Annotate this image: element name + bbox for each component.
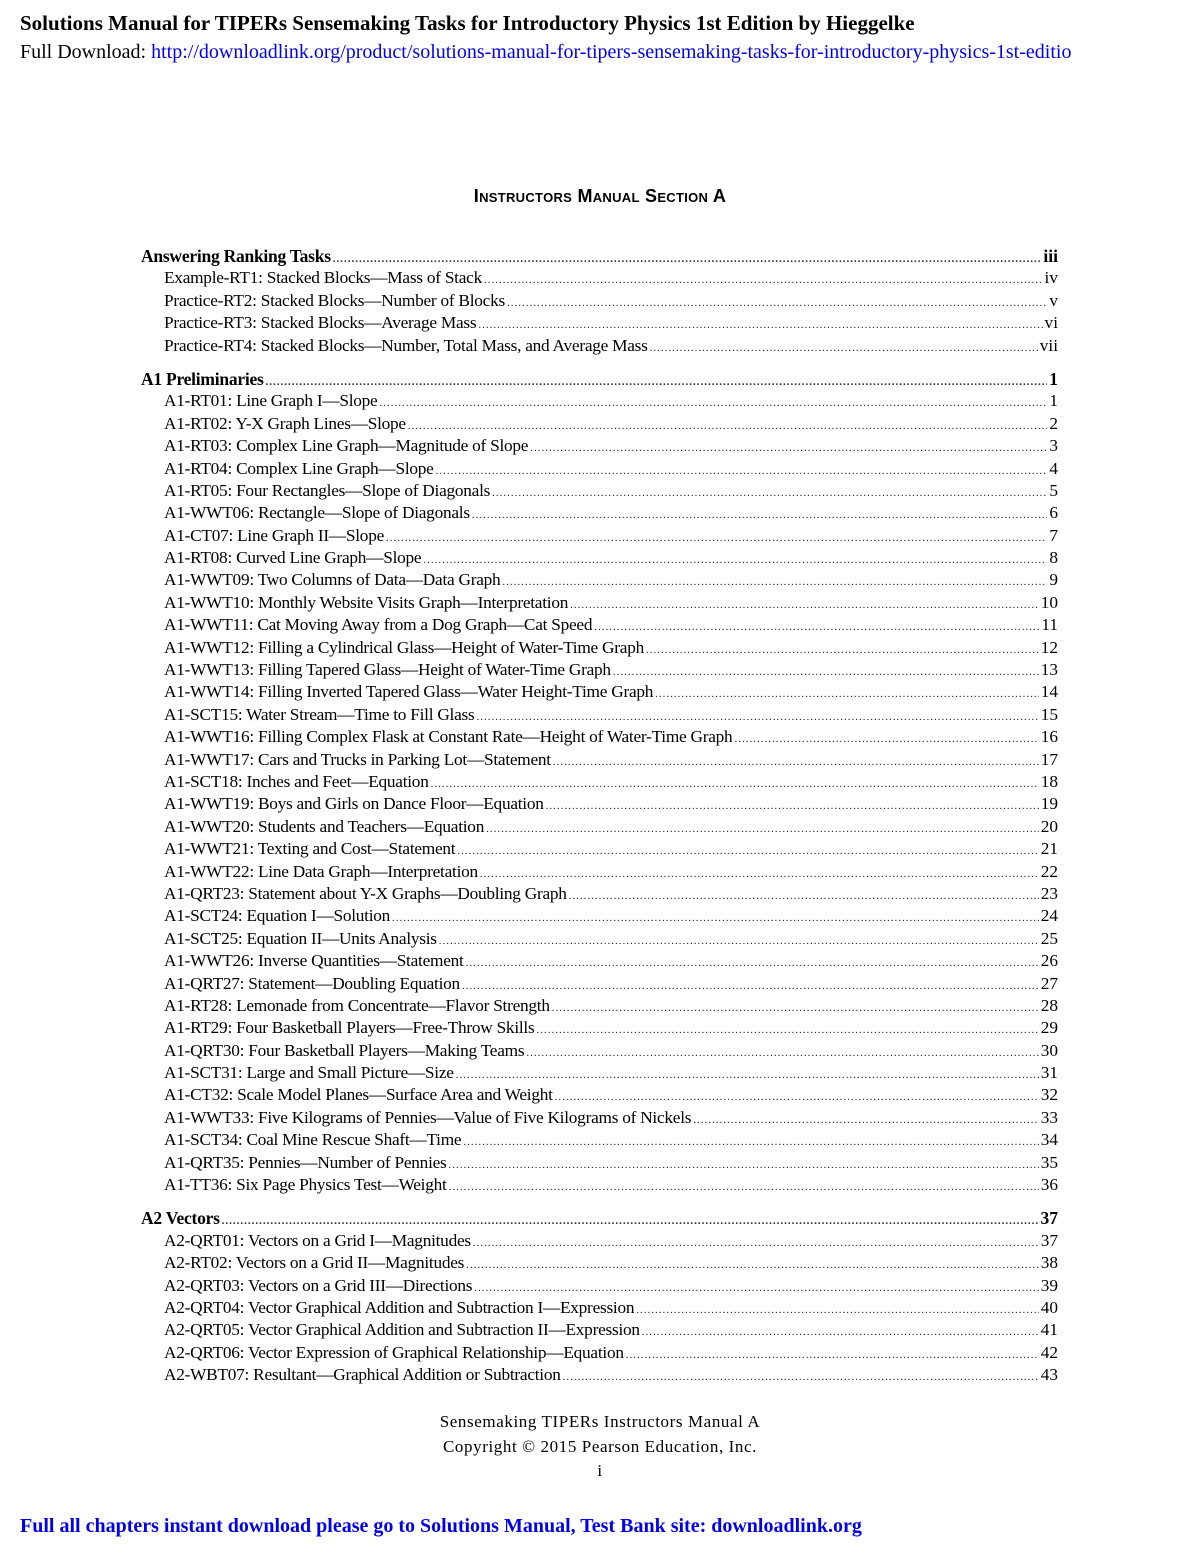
toc-entry[interactable] [141, 502, 1058, 524]
toc-page-number: 32 [1040, 1085, 1058, 1105]
toc-entry[interactable] [141, 1129, 1058, 1151]
toc-entry[interactable] [141, 390, 1058, 412]
dot-leader [449, 1176, 1039, 1198]
toc-entry-title: A2-QRT05: Vector Graphical Addition and Subtraction II—Expression [164, 1320, 640, 1340]
toc-page-number: 40 [1040, 1297, 1058, 1317]
page-footer [0, 1410, 1200, 1484]
toc-entry[interactable] [141, 525, 1058, 547]
toc-entry-title: A1-RT02: Y-X Graph Lines—Slope [164, 413, 406, 433]
dot-leader [546, 795, 1039, 817]
dot-leader [386, 527, 1047, 549]
dot-leader [563, 1366, 1039, 1388]
section-heading: Instructors Manual Section A [473, 186, 727, 206]
toc-page-number: 31 [1040, 1063, 1058, 1083]
toc-entry-title: A1-WWT14: Filling Inverted Tapered Glass—Water Height-Time Graph [164, 682, 654, 702]
toc-page-number: 18 [1040, 771, 1058, 791]
dot-leader [526, 1042, 1038, 1064]
toc-entry-title: A1-WWT10: Monthly Website Visits Graph—Interpretation [164, 592, 569, 612]
toc-page-number: 8 [1049, 548, 1058, 568]
toc-entry[interactable] [141, 335, 1058, 357]
toc-entry-title: A2-QRT06: Vector Expression of Graphical Relationship—Equation [164, 1342, 624, 1362]
dot-leader [536, 1019, 1038, 1041]
toc-section [141, 1207, 1058, 1386]
footer-copyright: Copyright © 2015 Pearson Education, Inc. [442, 1436, 758, 1456]
toc-section-heading[interactable] [141, 368, 1058, 390]
toc-entry[interactable] [141, 861, 1058, 883]
toc-entry[interactable] [141, 771, 1058, 793]
toc-entry-title: A1-QRT30: Four Basketball Players—Making Teams [164, 1040, 525, 1060]
toc-entry[interactable] [141, 413, 1058, 435]
dot-leader [642, 1321, 1039, 1343]
toc-entry-title: A1-WWT11: Cat Moving Away from a Dog Graph—Cat Speed [164, 615, 593, 635]
toc-page-number: 16 [1040, 727, 1058, 747]
toc-page-number: 2 [1049, 413, 1058, 433]
toc-entry[interactable] [141, 1297, 1058, 1319]
download-line [20, 39, 1200, 65]
toc-page-number: 1 [1049, 391, 1058, 411]
dot-leader [476, 706, 1038, 728]
dot-leader [472, 504, 1048, 526]
toc-entry-title: A1-SCT15: Water Stream—Time to Fill Glass [164, 704, 475, 724]
dot-leader [456, 1064, 1039, 1086]
toc-page-number: 7 [1049, 525, 1058, 545]
toc-entry-title: A1-WWT12: Filling a Cylindrical Glass—Height of Water-Time Graph [164, 637, 644, 657]
toc-page-number: 42 [1040, 1342, 1058, 1362]
dot-leader [379, 392, 1047, 414]
dot-leader [569, 885, 1039, 907]
toc-entry-title: Practice-RT4: Stacked Blocks—Number, Total Mass, and Average Mass [164, 335, 648, 355]
toc-entry-title: A1-WWT09: Two Columns of Data—Data Graph [164, 570, 501, 590]
toc-entry[interactable] [141, 1275, 1058, 1297]
dot-leader [266, 371, 1048, 393]
document-title: Solutions Manual for TIPERs Sensemaking Tasks for Introductory Physics 1st Edition by Hieggelke [20, 11, 915, 35]
toc-page-number: 43 [1040, 1365, 1058, 1385]
footer-manual-title: Sensemaking TIPERs Instructors Manual A [439, 1412, 761, 1431]
toc-entry[interactable] [141, 480, 1058, 502]
toc-page-number: 35 [1040, 1152, 1058, 1172]
toc-entry[interactable] [141, 726, 1058, 748]
toc-page-number: 3 [1049, 436, 1058, 456]
toc-section-heading[interactable] [141, 1207, 1058, 1229]
dot-leader [439, 930, 1039, 952]
toc-entry[interactable] [141, 1084, 1058, 1106]
dot-leader [570, 594, 1039, 616]
toc-entry[interactable] [141, 1152, 1058, 1174]
toc-entry[interactable] [141, 816, 1058, 838]
download-label: Full Download: [20, 41, 147, 63]
toc-entry[interactable] [141, 950, 1058, 972]
dot-leader [392, 907, 1039, 929]
toc-entry-title: A1-RT28: Lemonade from Concentrate—Flavor Strength [164, 995, 550, 1015]
toc-entry-title: A1-SCT18: Inches and Feet—Equation [164, 771, 429, 791]
toc-entry[interactable] [141, 312, 1058, 334]
toc-page-number: 6 [1049, 503, 1058, 523]
toc-entry-title: Example-RT1: Stacked Blocks—Mass of Stack [164, 268, 482, 288]
dot-leader [431, 773, 1039, 795]
toc-entry[interactable] [141, 681, 1058, 703]
toc-page-number: 21 [1040, 839, 1058, 859]
toc-entry-title: A1-SCT31: Large and Small Picture—Size [164, 1063, 454, 1083]
toc-page-number: 20 [1040, 816, 1058, 836]
dot-leader [436, 460, 1048, 482]
toc-entry[interactable] [141, 883, 1058, 905]
toc-page-number: 1 [1049, 368, 1058, 389]
toc-entry[interactable] [141, 1252, 1058, 1274]
toc-entry[interactable] [141, 1230, 1058, 1252]
toc-page-number: 30 [1040, 1040, 1058, 1060]
toc-page-number: 11 [1041, 615, 1058, 635]
dot-leader [553, 751, 1039, 773]
toc-entry-title: A1 Preliminaries [141, 368, 264, 389]
toc-entry[interactable] [141, 928, 1058, 950]
toc-entry-title: A1-WWT33: Five Kilograms of Pennies—Value of Five Kilograms of Nickels [164, 1107, 692, 1127]
toc-page-number: 12 [1040, 637, 1058, 657]
toc-entry-title: A1-SCT25: Equation II—Units Analysis [164, 928, 437, 948]
toc-entry-title: A1-RT01: Line Graph I—Slope [164, 391, 378, 411]
toc-entry-title: A1-WWT22: Line Data Graph—Interpretation [164, 861, 478, 881]
toc-page-number: 29 [1040, 1018, 1058, 1038]
toc-entry[interactable] [141, 704, 1058, 726]
dot-leader [693, 1109, 1038, 1131]
toc-page-number: 4 [1049, 458, 1058, 478]
toc-entry-title: A1-QRT27: Statement—Doubling Equation [164, 973, 460, 993]
toc-entry[interactable] [141, 1364, 1058, 1386]
toc-entry-title: A1-RT05: Four Rectangles—Slope of Diagonals [164, 480, 491, 500]
toc-entry[interactable] [141, 1062, 1058, 1084]
toc-page-number: 37 [1040, 1208, 1058, 1229]
toc-entry-title: A2-RT02: Vectors on a Grid II—Magnitudes [164, 1253, 465, 1273]
toc-section [141, 245, 1058, 357]
toc-entry-title: A1-WWT26: Inverse Quantities—Statement [164, 951, 464, 971]
toc-entry-title: A2-WBT07: Resultant—Graphical Addition or Subtraction [164, 1365, 561, 1385]
toc-entry[interactable] [141, 973, 1058, 995]
dot-leader [486, 818, 1039, 840]
toc-entry-title: A1-TT36: Six Page Physics Test—Weight [164, 1175, 447, 1195]
dot-leader [655, 683, 1039, 705]
dot-leader [613, 661, 1039, 683]
toc-entry-title: A1-WWT19: Boys and Girls on Dance Floor—Equation [164, 794, 544, 814]
toc-page-number: 10 [1040, 592, 1058, 612]
toc-entry[interactable] [141, 1040, 1058, 1062]
dot-leader [626, 1344, 1039, 1366]
toc-entry[interactable] [141, 1342, 1058, 1364]
toc-entry-title: A1-WWT13: Filling Tapered Glass—Height of Water-Time Graph [164, 660, 611, 680]
toc-page-number: 23 [1040, 883, 1058, 903]
toc-entry[interactable] [141, 267, 1058, 289]
toc-entry[interactable] [141, 435, 1058, 457]
dot-leader [594, 616, 1039, 638]
toc-entry-title: A1-QRT35: Pennies—Number of Pennies [164, 1152, 447, 1172]
toc-page-number: 5 [1049, 480, 1058, 500]
dot-leader [480, 863, 1039, 885]
toc-entry[interactable] [141, 290, 1058, 312]
dot-leader [466, 952, 1039, 974]
toc-page-number: 25 [1040, 928, 1058, 948]
toc-entry[interactable] [141, 637, 1058, 659]
toc-page-number: 13 [1040, 660, 1058, 680]
toc-entry[interactable] [141, 614, 1058, 636]
toc-entry-title: Answering Ranking Tasks [141, 246, 331, 266]
toc-page-number: 34 [1040, 1130, 1058, 1150]
toc-entry-title: A1-SCT24: Equation I—Solution [164, 906, 391, 926]
toc-page-number: vii [1039, 335, 1058, 355]
toc-entry-title: A1-RT04: Complex Line Graph—Slope [164, 458, 434, 478]
dot-leader [484, 269, 1043, 291]
dot-leader [530, 437, 1047, 459]
dot-leader [478, 314, 1042, 336]
dot-leader [462, 975, 1039, 997]
toc-entry[interactable] [141, 995, 1058, 1017]
toc-page-number: 19 [1040, 794, 1058, 814]
toc-entry-title: A1-RT29: Four Basketball Players—Free-Throw Skills [164, 1018, 535, 1038]
dot-leader [457, 840, 1038, 862]
toc-entry[interactable] [141, 1319, 1058, 1341]
toc-section-heading[interactable] [141, 245, 1058, 267]
toc-entry-title: A1-SCT34: Coal Mine Rescue Shaft—Time [164, 1130, 462, 1150]
dot-leader [466, 1254, 1039, 1276]
toc-entry-title: A2-QRT04: Vector Graphical Addition and Subtraction I—Expression [164, 1297, 635, 1317]
toc-entry-title: A1-RT03: Complex Line Graph—Magnitude of Slope [164, 436, 529, 456]
toc-page-number: 33 [1040, 1107, 1058, 1127]
toc-entry-title: Practice-RT2: Stacked Blocks—Number of Blocks [164, 290, 505, 310]
dot-leader [507, 292, 1047, 314]
dot-leader [636, 1299, 1038, 1321]
dot-leader [463, 1131, 1038, 1153]
toc-entry[interactable] [141, 793, 1058, 815]
dot-leader [552, 997, 1039, 1019]
toc-page-number: 36 [1040, 1175, 1058, 1195]
toc-entry-title: A2-QRT01: Vectors on a Grid I—Magnitudes [164, 1230, 471, 1250]
toc-entry-title: A1-CT07: Line Graph II—Slope [164, 525, 385, 545]
toc-page-number: v [1049, 290, 1058, 310]
toc-entry-title: A1-CT32: Scale Model Planes—Surface Area and Weight [164, 1085, 553, 1105]
toc-page-number: 14 [1040, 682, 1058, 702]
toc-entry[interactable] [141, 458, 1058, 480]
toc-page-number: 39 [1040, 1275, 1058, 1295]
toc-page-number: 22 [1040, 861, 1058, 881]
toc-page-number: 28 [1040, 995, 1058, 1015]
toc-entry[interactable] [141, 1017, 1058, 1039]
toc-section [141, 368, 1058, 1196]
toc-page-number: 9 [1049, 570, 1058, 590]
toc-entry[interactable] [141, 547, 1058, 569]
toc-page-number: iv [1044, 268, 1058, 288]
dot-leader [473, 1232, 1039, 1254]
toc-entry[interactable] [141, 905, 1058, 927]
top-banner [20, 10, 1200, 65]
toc-entry[interactable] [141, 659, 1058, 681]
toc-page-number: 24 [1040, 906, 1058, 926]
page-number: i [597, 1461, 603, 1480]
toc-entry[interactable] [141, 569, 1058, 591]
toc-entry[interactable] [141, 838, 1058, 860]
toc-entry[interactable] [141, 1174, 1058, 1196]
toc-entry-title: A1-WWT20: Students and Teachers—Equation [164, 816, 485, 836]
toc-entry-title: A2 Vectors [141, 1208, 220, 1229]
toc-entry[interactable] [141, 1107, 1058, 1129]
dot-leader [474, 1277, 1038, 1299]
toc-entry-title: Practice-RT3: Stacked Blocks—Average Mass [164, 313, 477, 333]
toc-page-number: 15 [1040, 704, 1058, 724]
toc-page-number: 38 [1040, 1253, 1058, 1273]
dot-leader [555, 1086, 1039, 1108]
dot-leader [646, 639, 1039, 661]
dot-leader [408, 415, 1048, 437]
dot-leader [734, 728, 1038, 750]
toc-entry-title: A1-WWT16: Filling Complex Flask at Constant Rate—Height of Water-Time Graph [164, 727, 733, 747]
dot-leader [650, 337, 1038, 359]
toc-entry-title: A1-WWT06: Rectangle—Slope of Diagonals [164, 503, 470, 523]
toc-entry[interactable] [141, 592, 1058, 614]
download-link[interactable]: http://downloadlink.org/product/solutions-manual-for-tipers-sensemaking-tasks-for-introductory-physics-1st-editio [151, 41, 1072, 63]
dot-leader [423, 549, 1047, 571]
toc-entry-title: A1-WWT17: Cars and Trucks in Parking Lot—Statement [164, 749, 551, 769]
toc-page-number: 27 [1040, 973, 1058, 993]
toc-page-number: vi [1044, 313, 1058, 333]
toc-entry-title: A1-RT08: Curved Line Graph—Slope [164, 548, 422, 568]
dot-leader [492, 482, 1047, 504]
dot-leader [502, 571, 1047, 593]
toc-entry[interactable] [141, 749, 1058, 771]
toc-page-number: 26 [1040, 951, 1058, 971]
toc-entry-title: A2-QRT03: Vectors on a Grid III—Directions [164, 1275, 473, 1295]
bottom-banner-link[interactable]: Full all chapters instant download please go to Solutions Manual, Test Bank site: downloadlink.org [20, 1515, 862, 1537]
table-of-contents [141, 245, 1058, 1398]
dot-leader [449, 1154, 1039, 1176]
toc-entry-title: A1-WWT21: Texting and Cost—Statement [164, 839, 456, 859]
toc-page-number: iii [1043, 246, 1058, 266]
toc-page-number: 41 [1040, 1320, 1058, 1340]
toc-entry-title: A1-QRT23: Statement about Y-X Graphs—Doubling Graph [164, 883, 567, 903]
toc-page-number: 17 [1040, 749, 1058, 769]
toc-page-number: 37 [1040, 1230, 1058, 1250]
